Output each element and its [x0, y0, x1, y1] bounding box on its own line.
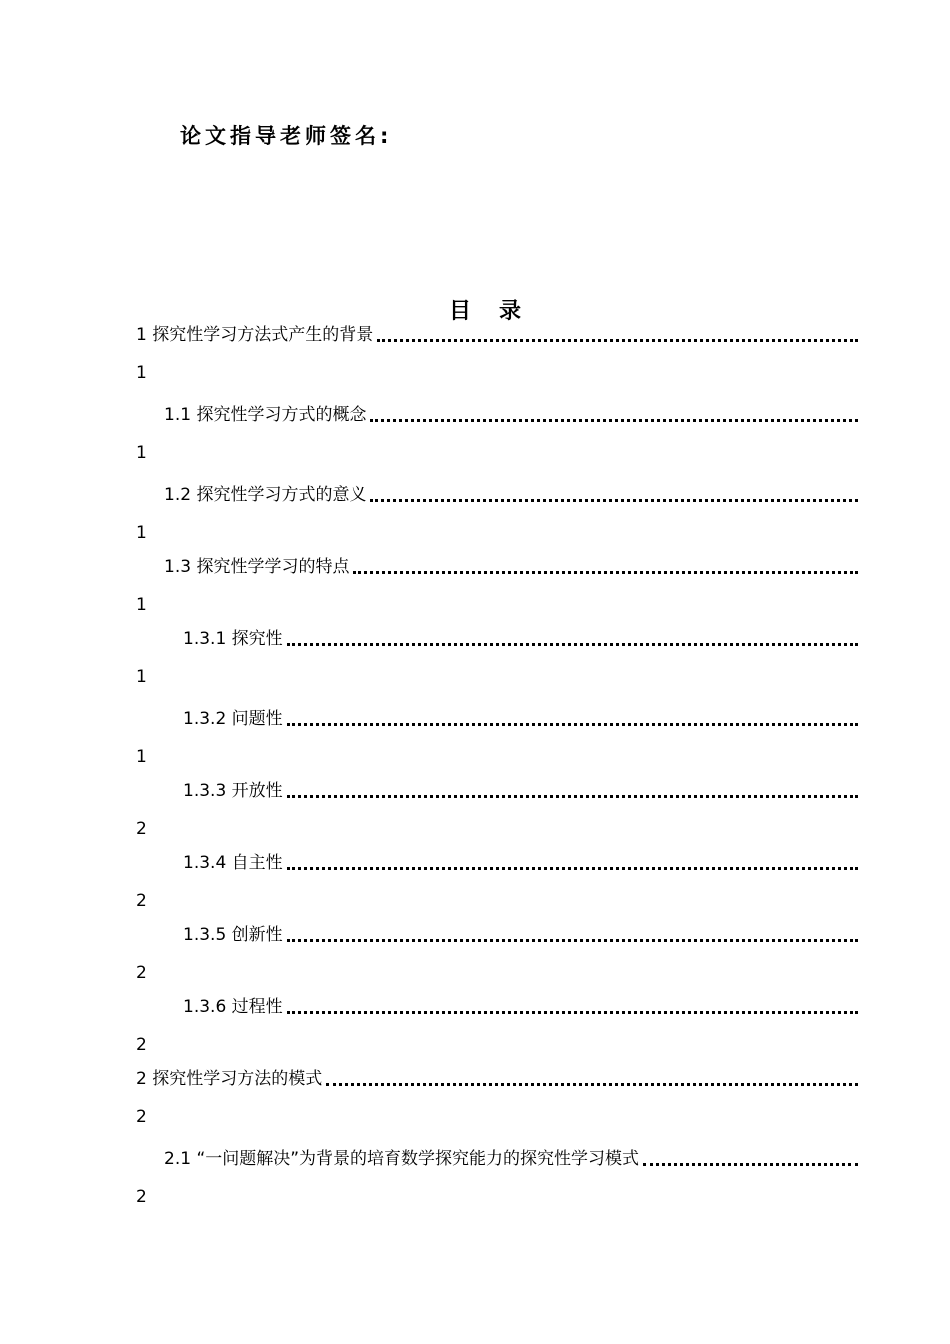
toc-entry-page: 2 — [136, 963, 147, 983]
toc-entry-page: 2 — [136, 1035, 147, 1055]
toc-dot-leader — [643, 1163, 858, 1166]
toc-entry[interactable] — [183, 922, 858, 948]
toc-entry-text: 2 探究性学习方法的模式 — [136, 1069, 323, 1089]
toc-entry[interactable] — [164, 482, 858, 508]
toc-entry[interactable] — [136, 322, 858, 348]
toc-dot-leader — [287, 795, 858, 798]
toc-entry-text: 1.3.5 创新性 — [183, 925, 283, 945]
toc-entry-text: 1.3.4 自主性 — [183, 853, 283, 873]
toc-entry-text: 1 探究性学习方法式产生的背景 — [136, 325, 374, 345]
toc-entry-text: 2.1 “一问题解决”为背景的培育数学探究能力的探究性学习模式 — [164, 1149, 640, 1169]
toc-entry-page: 1 — [136, 595, 147, 615]
toc-dot-leader — [287, 867, 858, 870]
toc-entry-text: 1.3.2 问题性 — [183, 709, 283, 729]
toc-dot-leader — [287, 939, 858, 942]
toc-entry[interactable] — [183, 706, 858, 732]
toc-entry-text: 1.1 探究性学习方式的概念 — [164, 405, 367, 425]
toc-dot-leader — [287, 1011, 858, 1014]
toc-dot-leader — [370, 419, 858, 422]
toc-dot-leader — [353, 571, 858, 574]
toc-entry-page: 1 — [136, 667, 147, 687]
toc-entry[interactable] — [164, 402, 858, 428]
toc-dot-leader — [377, 339, 858, 342]
toc-dot-leader — [287, 723, 858, 726]
toc-entry-page: 1 — [136, 747, 147, 767]
toc-entry-text: 1.3.1 探究性 — [183, 629, 283, 649]
toc-entry-page: 2 — [136, 1107, 147, 1127]
toc-entry[interactable] — [183, 626, 858, 652]
toc-dot-leader — [370, 499, 858, 502]
toc-dot-leader — [326, 1083, 858, 1086]
toc-entry-page: 1 — [136, 443, 147, 463]
toc-entry-page: 2 — [136, 819, 147, 839]
toc-title: 目录 — [448, 299, 549, 324]
toc-entry[interactable] — [164, 554, 858, 580]
toc-entry[interactable] — [183, 778, 858, 804]
toc-entry[interactable] — [183, 850, 858, 876]
toc-entry[interactable] — [183, 994, 858, 1020]
toc-entry-page: 1 — [136, 363, 147, 383]
toc-entry[interactable] — [164, 1146, 858, 1172]
toc-entry-page: 2 — [136, 1187, 147, 1207]
toc-entry[interactable] — [136, 1066, 858, 1092]
toc-entry-page: 1 — [136, 523, 147, 543]
toc-entry-page: 2 — [136, 891, 147, 911]
toc-entry-text: 1.2 探究性学习方式的意义 — [164, 485, 367, 505]
toc-entry-text: 1.3.6 过程性 — [183, 997, 283, 1017]
toc-entry-text: 1.3.3 开放性 — [183, 781, 283, 801]
toc-entry-text: 1.3 探究性学学习的特点 — [164, 557, 350, 577]
advisor-signature-label: 论文指导老师签名: — [180, 124, 393, 148]
toc-dot-leader — [287, 643, 858, 646]
